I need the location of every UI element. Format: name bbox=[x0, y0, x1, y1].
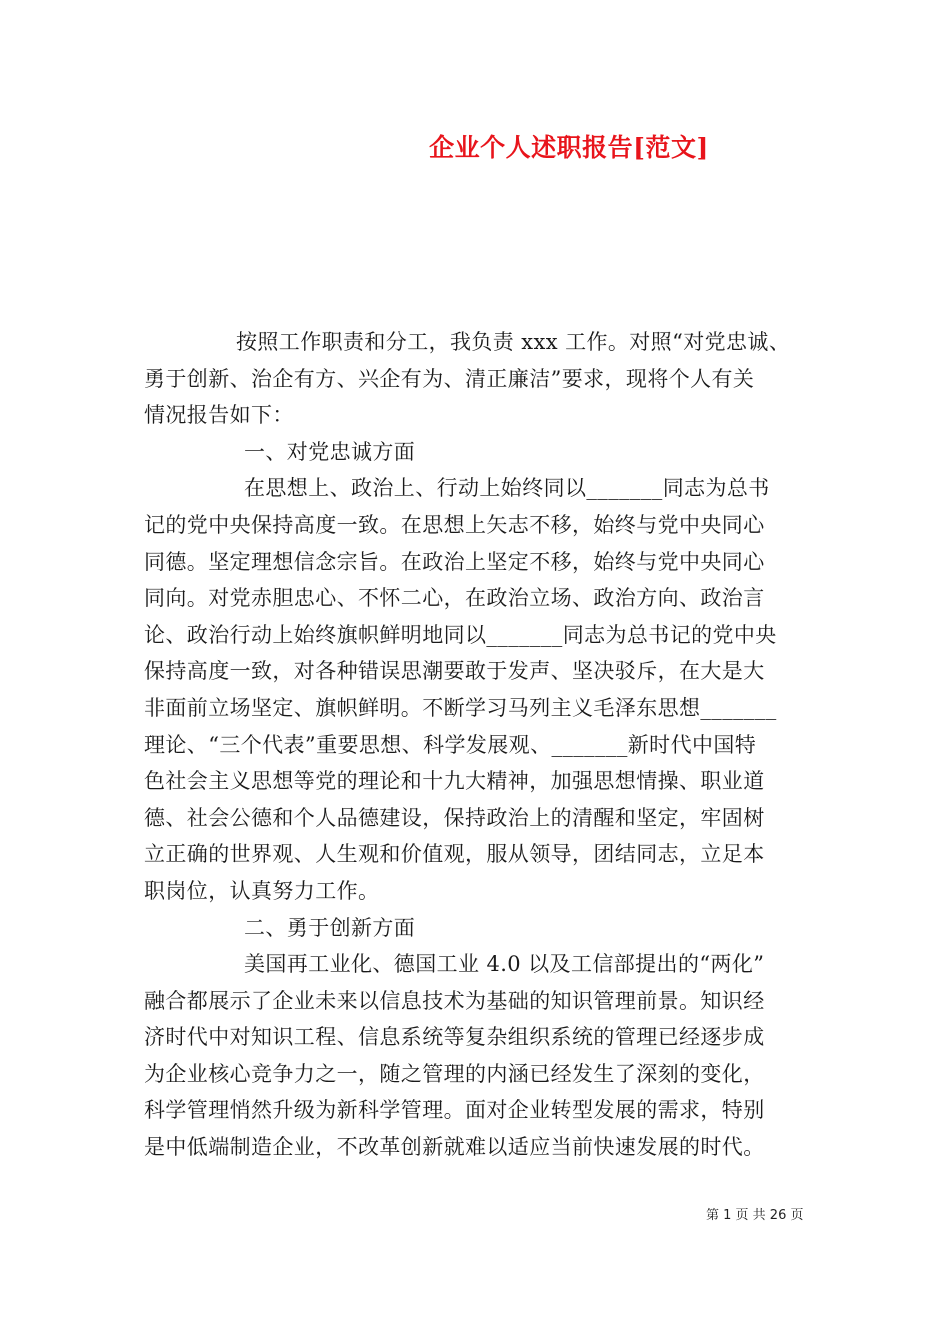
paragraph-line: 科学管理悄然升级为新科学管理。面对企业转型发展的需求，特别 bbox=[144, 1098, 765, 1123]
page-number-footer: 第 1 页 共 26 页 bbox=[706, 1208, 804, 1223]
paragraph-line: 在思想上、政治上、行动上始终同以_______同志为总书 bbox=[244, 476, 770, 501]
paragraph-line: 按照工作职责和分工，我负责 xxx 工作。对照“对党忠诚、 bbox=[236, 330, 791, 354]
paragraph-line: 勇于创新、治企有方、兴企有为、清正廉洁”要求，现将个人有关 bbox=[144, 366, 755, 391]
paragraph-line: 同向。对党赤胆忠心、不怀二心，在政治立场、政治方向、政治言 bbox=[144, 586, 765, 611]
paragraph-line: 同德。坚定理想信念宗旨。在政治上坚定不移，始终与党中央同心 bbox=[144, 549, 765, 574]
paragraph-line: 记的党中央保持高度一致。在思想上矢志不移，始终与党中央同心 bbox=[144, 512, 765, 537]
paragraph-line: 非面前立场坚定、旗帜鲜明。不断学习马列主义毛泽东思想_______ bbox=[144, 695, 777, 720]
section-heading-1: 一、对党忠诚方面 bbox=[244, 439, 416, 464]
paragraph-line: 德、社会公德和个人品德建设，保持政治上的清醒和坚定，牢固树 bbox=[144, 805, 765, 830]
paragraph-line: 保持高度一致，对各种错误思潮要敢于发声、坚决驳斥，在大是大 bbox=[144, 659, 765, 684]
paragraph-line: 为企业核心竞争力之一，随之管理的内涵已经发生了深刻的变化， bbox=[144, 1061, 765, 1086]
paragraph-line: 情况报告如下： bbox=[144, 403, 294, 428]
paragraph-line: 色社会主义思想等党的理论和十九大精神，加强思想情操、职业道 bbox=[144, 769, 765, 794]
paragraph-line: 融合都展示了企业未来以信息技术为基础的知识管理前景。知识经 bbox=[144, 988, 765, 1013]
paragraph-line: 美国再工业化、德国工业 4.0 以及工信部提出的“两化” bbox=[244, 952, 765, 977]
paragraph-line: 是中低端制造企业，不改革创新就难以适应当前快速发展的时代。 bbox=[144, 1135, 765, 1160]
paragraph-line: 职岗位，认真努力工作。 bbox=[144, 878, 380, 903]
paragraph-line: 济时代中对知识工程、信息系统等复杂组织系统的管理已经逐步成 bbox=[144, 1025, 765, 1050]
paragraph-line: 立正确的世界观、人生观和价值观，服从领导，团结同志，立足本 bbox=[144, 842, 765, 867]
paragraph-line: 论、政治行动上始终旗帜鲜明地同以_______同志为总书记的党中央 bbox=[144, 622, 777, 647]
section-heading-2: 二、勇于创新方面 bbox=[244, 915, 416, 940]
document-body bbox=[144, 324, 818, 1166]
document-title: 企业个人述职报告[范文] bbox=[429, 133, 709, 162]
paragraph-line: 理论、“三个代表”重要思想、科学发展观、_______新时代中国特 bbox=[144, 732, 757, 757]
